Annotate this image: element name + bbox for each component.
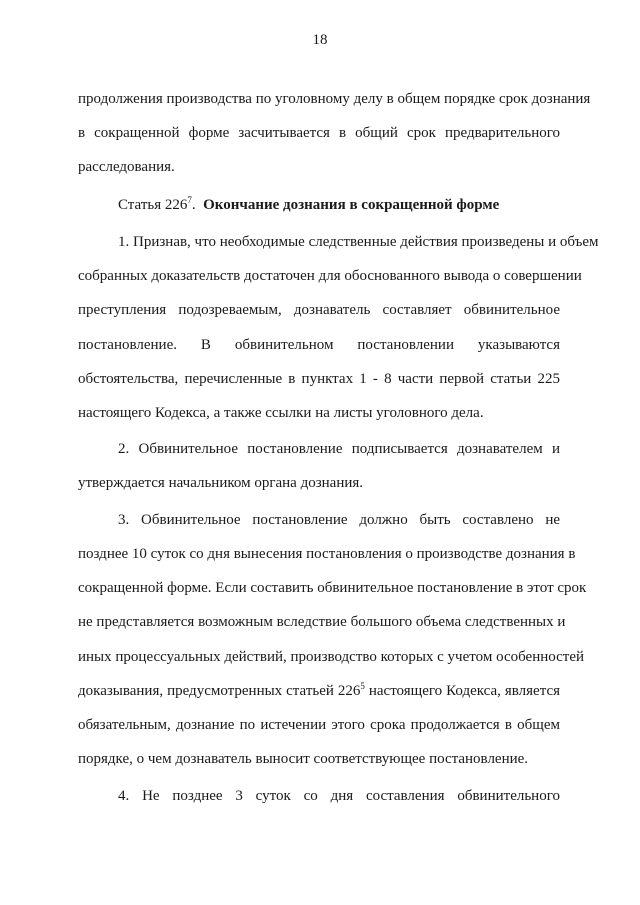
text-line: продолжения производства по уголовному делу в общем порядке срок дознания [78, 91, 591, 107]
text-line: 1. Признав, что необходимые следственные действия произведены и объем [118, 234, 599, 250]
article-title: Окончание дознания в сокращенной форме [203, 197, 500, 213]
article-separator: . [191, 197, 196, 213]
article-number: Статья 226 [118, 197, 188, 213]
text-line: обязательным, дознание по истечении этого срока продолжается в общем [78, 717, 560, 733]
text-line: постановление. В обвинительном постановлении указываются [78, 337, 560, 353]
text-line: обстоятельства, перечисленные в пунктах 1 - 8 части первой статьи 225 [78, 371, 560, 387]
text-line [78, 681, 560, 701]
text-line: 2. Обвинительное постановление подписывается дознавателем и [118, 441, 560, 457]
text-line: порядке, о чем дознаватель выносит соответствующее постановление. [78, 751, 529, 767]
article-superscript: 7 [187, 195, 192, 205]
text-line: позднее 10 суток со дня вынесения постановления о производстве дознания в [78, 546, 576, 562]
text-line: 4. Не позднее 3 суток со дня составления обвинительного [118, 788, 560, 804]
text-line: собранных доказательств достаточен для обоснованного вывода о совершении [78, 268, 582, 284]
text-line: утверждается начальником органа дознания. [78, 475, 364, 491]
text-line: сокращенной форме. Если составить обвинительное постановление в этот срок [78, 580, 587, 596]
text-line: настоящего Кодекса, а также ссылки на листы уголовного дела. [78, 405, 484, 421]
article-reference-superscript: 5 [360, 681, 365, 691]
article-heading [118, 195, 560, 215]
text-line: в сокращенной форме засчитывается в общий срок предварительного [78, 125, 560, 141]
page-number: 18 [312, 32, 328, 48]
text-line: преступления подозреваемым, дознаватель составляет обвинительное [78, 302, 560, 318]
text-line: не представляется возможным вследствие большого объема следственных и [78, 614, 566, 630]
text-line: иных процессуальных действий, производство которых с учетом особенностей [78, 649, 585, 665]
text-fragment: доказывания, предусмотренных статьей 226 [78, 683, 361, 699]
text-line: 3. Обвинительное постановление должно быть составлено не [118, 512, 560, 528]
text-fragment: настоящего Кодекса, является [364, 683, 560, 699]
text-line: расследования. [78, 159, 175, 175]
